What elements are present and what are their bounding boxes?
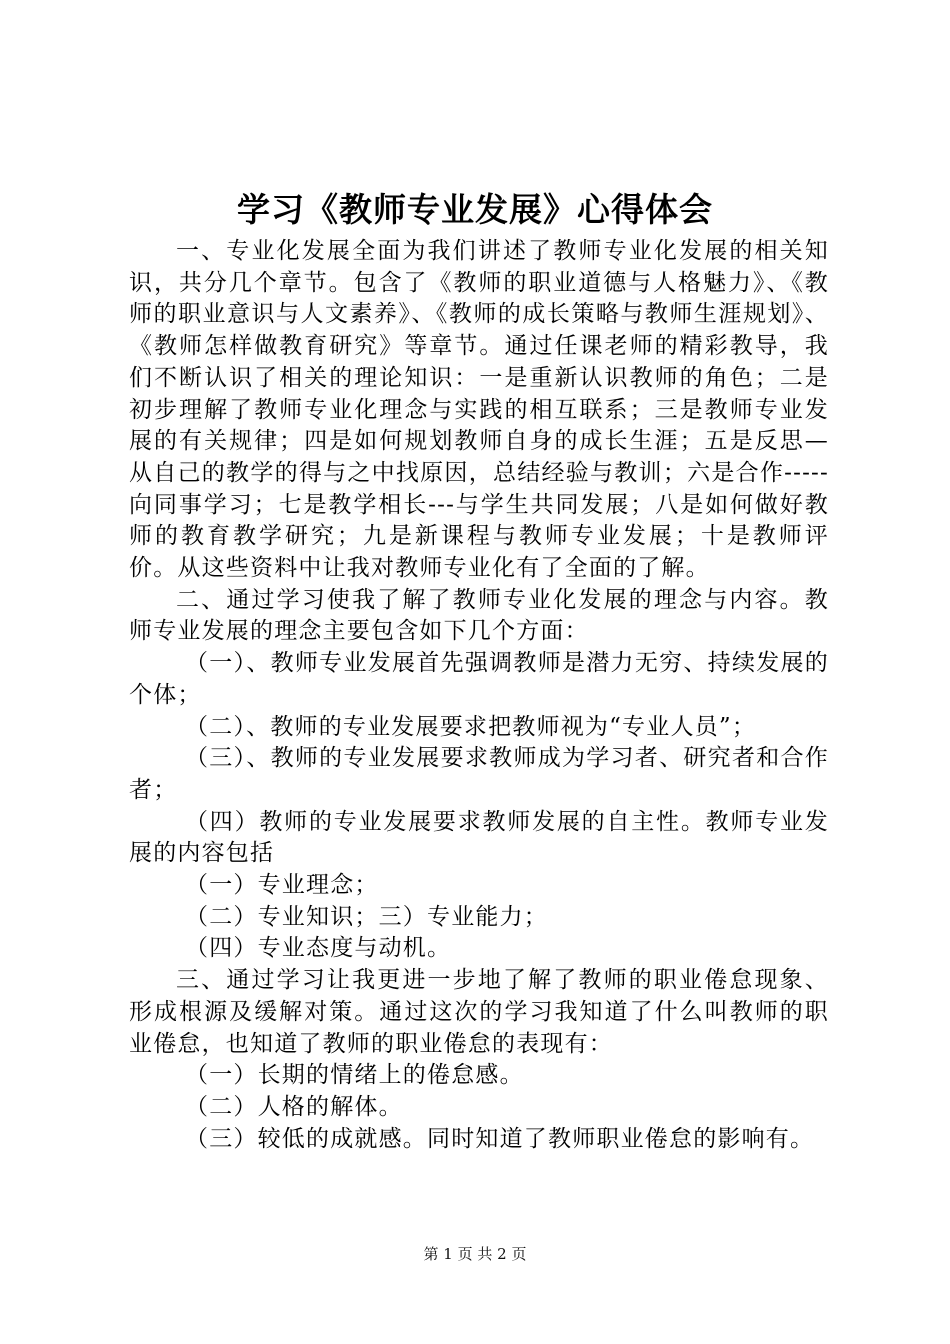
paragraph-11: （一）长期的情绪上的倦怠感。 xyxy=(185,1062,524,1089)
paragraph-8: （二）专业知识；三）专业能力； xyxy=(185,903,548,930)
paragraph-1: 一、专业化发展全面为我们讲述了教师专业化发展的相关知识，共分几个章节。包含了《教师的职业道德与人格魅力》、《教师的职业意识与人文素养》、《教师的成长策略与教师生涯规划》、《教师怎样做教育研究》等章节。通过任课老师的精彩教导，我们不断认识了相关的理论知识：一是重新认识教师的角色；二是初步理解了教师专业化理念与实践的相互联系；三是教师专业发展的有关规律；四是如何规划教师自身的成长生涯；五是反思—从自己的教学的得与之中找原因，总结经验与教训；六是合作-----向同事学习；七是教学相长---与学生共同发展；八是如何做好教师的教育教学研究；九是新课程与教师专业发展；十是教师评价。从这些资料中让我对教师专业化有了全面的了解。 xyxy=(129,238,829,582)
paragraph-12: （二）人格的解体。 xyxy=(185,1093,403,1120)
paragraph-4: （二）、教师的专业发展要求把教师视为“专业人员”； xyxy=(185,713,757,740)
paragraph-6: （四）教师的专业发展要求教师发展的自主性。教师专业发展的内容包括 xyxy=(129,808,829,867)
paragraph-10: 三、通过学习让我更进一步地了解了教师的职业倦怠现象、形成根源及缓解对策。通过这次的学习我知道了什么叫教师的职业倦怠，也知道了教师的职业倦怠的表现有： xyxy=(129,967,829,1057)
paragraph-3: （一）、教师专业发展首先强调教师是潜力无穷、持续发展的个体； xyxy=(129,650,829,708)
document-title: 学习《教师专业发展》心得体会 xyxy=(237,190,713,229)
page-number-footer: 第 1 页 共 2 页 xyxy=(423,1245,527,1263)
paragraph-2: 二、通过学习使我了解了教师专业化发展的理念与内容。教师专业发展的理念主要包含如下几个方面： xyxy=(129,586,829,645)
paragraph-13: （三）较低的成就感。同时知道了教师职业倦怠的影响有。 xyxy=(185,1125,815,1152)
document-body xyxy=(129,236,829,1155)
paragraph-7: （一）专业理念； xyxy=(185,872,379,899)
paragraph-9: （四）专业态度与动机。 xyxy=(185,935,452,962)
paragraph-5: （三）、教师的专业发展要求教师成为学习者、研究者和合作者； xyxy=(129,745,829,803)
